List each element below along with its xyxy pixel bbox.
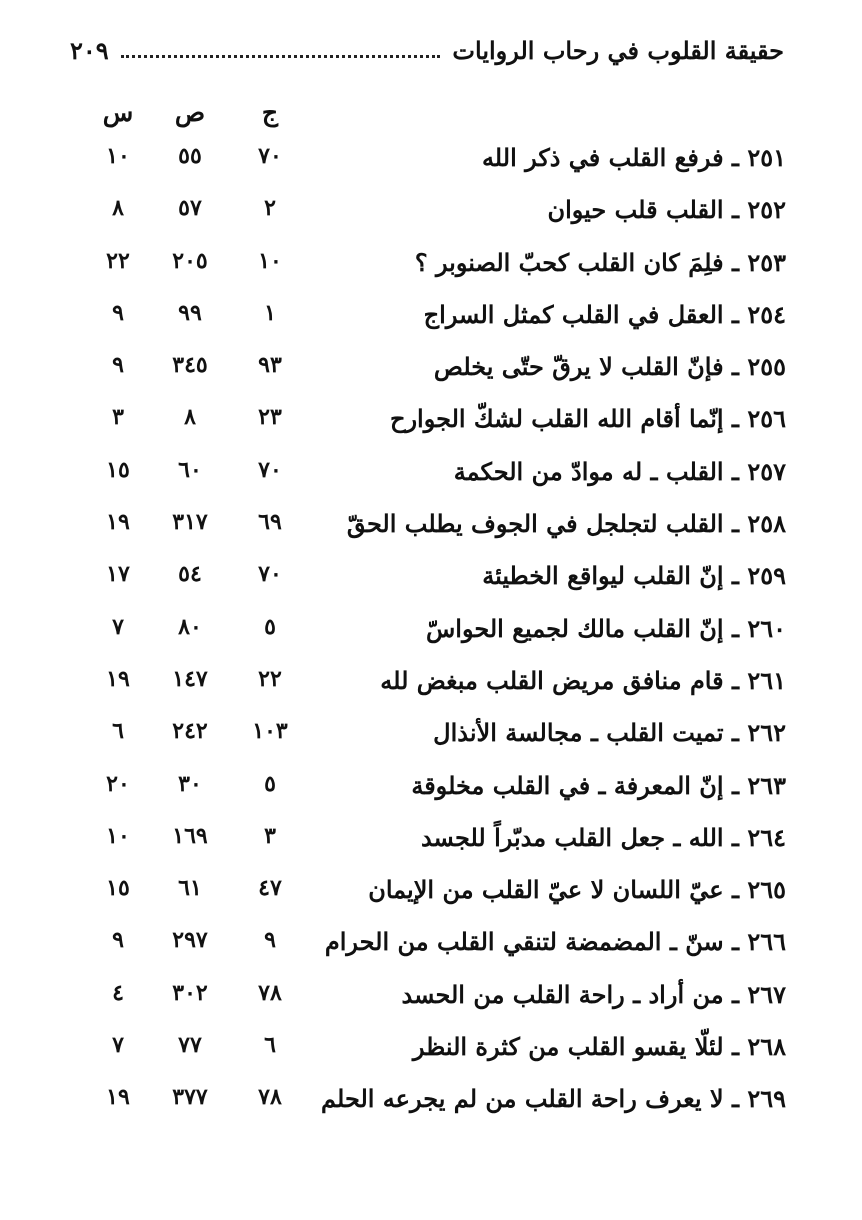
entry-page-s: ٥٧ bbox=[178, 195, 202, 222]
index-row bbox=[0, 1023, 862, 1075]
index-list bbox=[0, 134, 862, 1128]
entry-line-sin: ٣ bbox=[112, 404, 124, 431]
index-row bbox=[0, 395, 862, 447]
entry-title: ٢٥٩ ـ إنّ القلب ليواقع الخطيئة bbox=[482, 561, 786, 591]
entry-page-s: ٩٩ bbox=[178, 299, 202, 326]
entry-volume-j: ١٠٣ bbox=[252, 718, 288, 745]
index-row bbox=[0, 448, 862, 500]
entry-page-s: ١٤٧ bbox=[172, 665, 208, 692]
entry-volume-j: ٤٧ bbox=[258, 875, 282, 902]
entry-page-s: ٣٠٢ bbox=[172, 979, 208, 1006]
entry-title: ٢٦٥ ـ عيّ اللسان لا عيّ القلب من الإيمان bbox=[368, 875, 786, 905]
entry-volume-j: ٧٠ bbox=[258, 561, 282, 588]
entry-volume-j: ٧٠ bbox=[258, 456, 282, 483]
entry-title: ٢٦٩ ـ لا يعرف راحة القلب من لم يجرعه الحلم bbox=[321, 1084, 786, 1114]
entry-line-sin: ١٩ bbox=[106, 509, 130, 536]
entry-line-sin: ٧ bbox=[112, 613, 124, 640]
index-row bbox=[0, 291, 862, 343]
entry-volume-j: ٧٨ bbox=[258, 1084, 282, 1111]
index-row bbox=[0, 500, 862, 552]
entry-volume-j: ٢٢ bbox=[258, 665, 282, 692]
entry-page-s: ٨ bbox=[184, 404, 196, 431]
entry-volume-j: ٧٠ bbox=[258, 143, 282, 169]
entry-volume-j: ٦ bbox=[264, 1032, 276, 1059]
entry-line-sin: ١٠ bbox=[106, 822, 130, 849]
entry-volume-j: ٥ bbox=[264, 613, 276, 640]
entry-title: ٢٥٦ ـ إنّما أقام الله القلب لشكّ الجوارح bbox=[389, 404, 786, 434]
entry-title: ٢٥٥ ـ فإنّ القلب لا يرقّ حتّى يخلص bbox=[433, 352, 786, 382]
index-row bbox=[0, 1075, 862, 1127]
index-row bbox=[0, 657, 862, 709]
entry-title: ٢٥٢ ـ القلب قلب حيوان bbox=[547, 195, 786, 225]
index-row bbox=[0, 239, 862, 291]
entry-title: ٢٦٤ ـ الله ـ جعل القلب مدبّراً للجسد bbox=[420, 822, 786, 852]
entry-page-s: ٣٤٥ bbox=[172, 352, 208, 379]
index-row bbox=[0, 762, 862, 814]
column-header-sin: س bbox=[102, 98, 134, 127]
entry-page-s: ٨٠ bbox=[178, 613, 202, 640]
entry-page-s: ٣٧٧ bbox=[172, 1084, 208, 1111]
entry-line-sin: ٩ bbox=[112, 927, 124, 954]
entry-page-s: ٧٧ bbox=[178, 1032, 202, 1059]
entry-page-s: ٢٤٢ bbox=[172, 718, 208, 745]
entry-page-s: ٢٠٥ bbox=[172, 247, 208, 274]
entry-page-s: ٣١٧ bbox=[172, 509, 208, 536]
entry-title: ٢٦٧ ـ من أراد ـ راحة القلب من الحسد bbox=[401, 979, 786, 1009]
column-header-s: ص bbox=[174, 98, 206, 127]
entry-line-sin: ١٩ bbox=[106, 1084, 130, 1111]
entry-title: ٢٦٣ ـ إنّ المعرفة ـ في القلب مخلوقة bbox=[411, 770, 786, 800]
header-dot-leader bbox=[121, 55, 441, 58]
entry-title: ٢٦٠ ـ إنّ القلب مالك لجميع الحواسّ bbox=[426, 613, 786, 643]
index-row bbox=[0, 186, 862, 238]
entry-line-sin: ٢٠ bbox=[106, 770, 130, 797]
index-row bbox=[0, 343, 862, 395]
index-row bbox=[0, 814, 862, 866]
entry-volume-j: ٢ bbox=[264, 195, 276, 222]
entry-volume-j: ٩٣ bbox=[258, 352, 282, 379]
entry-title: ٢٦١ ـ قام منافق مريض القلب مبغض لله bbox=[380, 665, 786, 695]
entry-line-sin: ١٥ bbox=[106, 456, 130, 483]
page-number: ٢٠٩ bbox=[70, 35, 109, 65]
entry-line-sin: ٢٢ bbox=[106, 247, 130, 274]
running-header bbox=[70, 30, 784, 70]
entry-line-sin: ٩ bbox=[112, 299, 124, 326]
entry-line-sin: ١٩ bbox=[106, 665, 130, 692]
entry-title: ٢٥٣ ـ فلِمَ كان القلب كحبّ الصنوبر ؟ bbox=[414, 247, 786, 277]
entry-title: ٢٥١ ـ فرفع القلب في ذكر الله bbox=[481, 143, 786, 172]
entry-page-s: ٦١ bbox=[178, 875, 202, 902]
entry-title: ٢٥٨ ـ القلب لتجلجل في الجوف يطلب الحقّ bbox=[346, 509, 786, 539]
entry-volume-j: ٩ bbox=[264, 927, 276, 954]
entry-line-sin: ٨ bbox=[112, 195, 124, 222]
index-row bbox=[0, 134, 862, 186]
index-row bbox=[0, 709, 862, 761]
entry-volume-j: ٧٨ bbox=[258, 979, 282, 1006]
entry-volume-j: ٦٩ bbox=[258, 509, 282, 536]
entry-volume-j: ٣ bbox=[264, 822, 276, 849]
header-title: حقيقة القلوب في رحاب الروايات bbox=[452, 35, 784, 65]
index-row bbox=[0, 866, 862, 918]
entry-volume-j: ١٠ bbox=[258, 247, 282, 274]
entry-line-sin: ٦ bbox=[112, 718, 124, 745]
entry-title: ٢٥٧ ـ القلب ـ له موادّ من الحكمة bbox=[453, 456, 786, 486]
index-row bbox=[0, 971, 862, 1023]
entry-page-s: ٣٠ bbox=[178, 770, 202, 797]
entry-line-sin: ١٥ bbox=[106, 875, 130, 902]
entry-line-sin: ٤ bbox=[112, 979, 124, 1006]
index-row bbox=[0, 918, 862, 970]
entry-line-sin: ١٠ bbox=[106, 143, 130, 169]
entry-line-sin: ٧ bbox=[112, 1032, 124, 1059]
index-row bbox=[0, 552, 862, 604]
entry-page-s: ٢٩٧ bbox=[172, 927, 208, 954]
entry-volume-j: ٢٣ bbox=[258, 404, 282, 431]
entry-volume-j: ٥ bbox=[264, 770, 276, 797]
entry-title: ٢٦٦ ـ سنّ ـ المضمضة لتنقي القلب من الحرام bbox=[324, 927, 786, 957]
column-header-j: ج bbox=[261, 98, 279, 127]
entry-line-sin: ١٧ bbox=[106, 561, 130, 588]
entry-title: ٢٦٨ ـ لئلّا يقسو القلب من كثرة النظر bbox=[412, 1032, 786, 1062]
index-row bbox=[0, 605, 862, 657]
entry-page-s: ٥٤ bbox=[178, 561, 202, 588]
entry-line-sin: ٩ bbox=[112, 352, 124, 379]
entry-title: ٢٥٤ ـ العقل في القلب كمثل السراج bbox=[423, 299, 786, 329]
entry-page-s: ٥٥ bbox=[178, 143, 202, 169]
entry-title: ٢٦٢ ـ تميت القلب ـ مجالسة الأنذال bbox=[433, 718, 786, 748]
entry-page-s: ١٦٩ bbox=[172, 822, 208, 849]
entry-volume-j: ١ bbox=[264, 299, 276, 326]
entry-page-s: ٦٠ bbox=[178, 456, 202, 483]
column-headers bbox=[0, 98, 862, 132]
